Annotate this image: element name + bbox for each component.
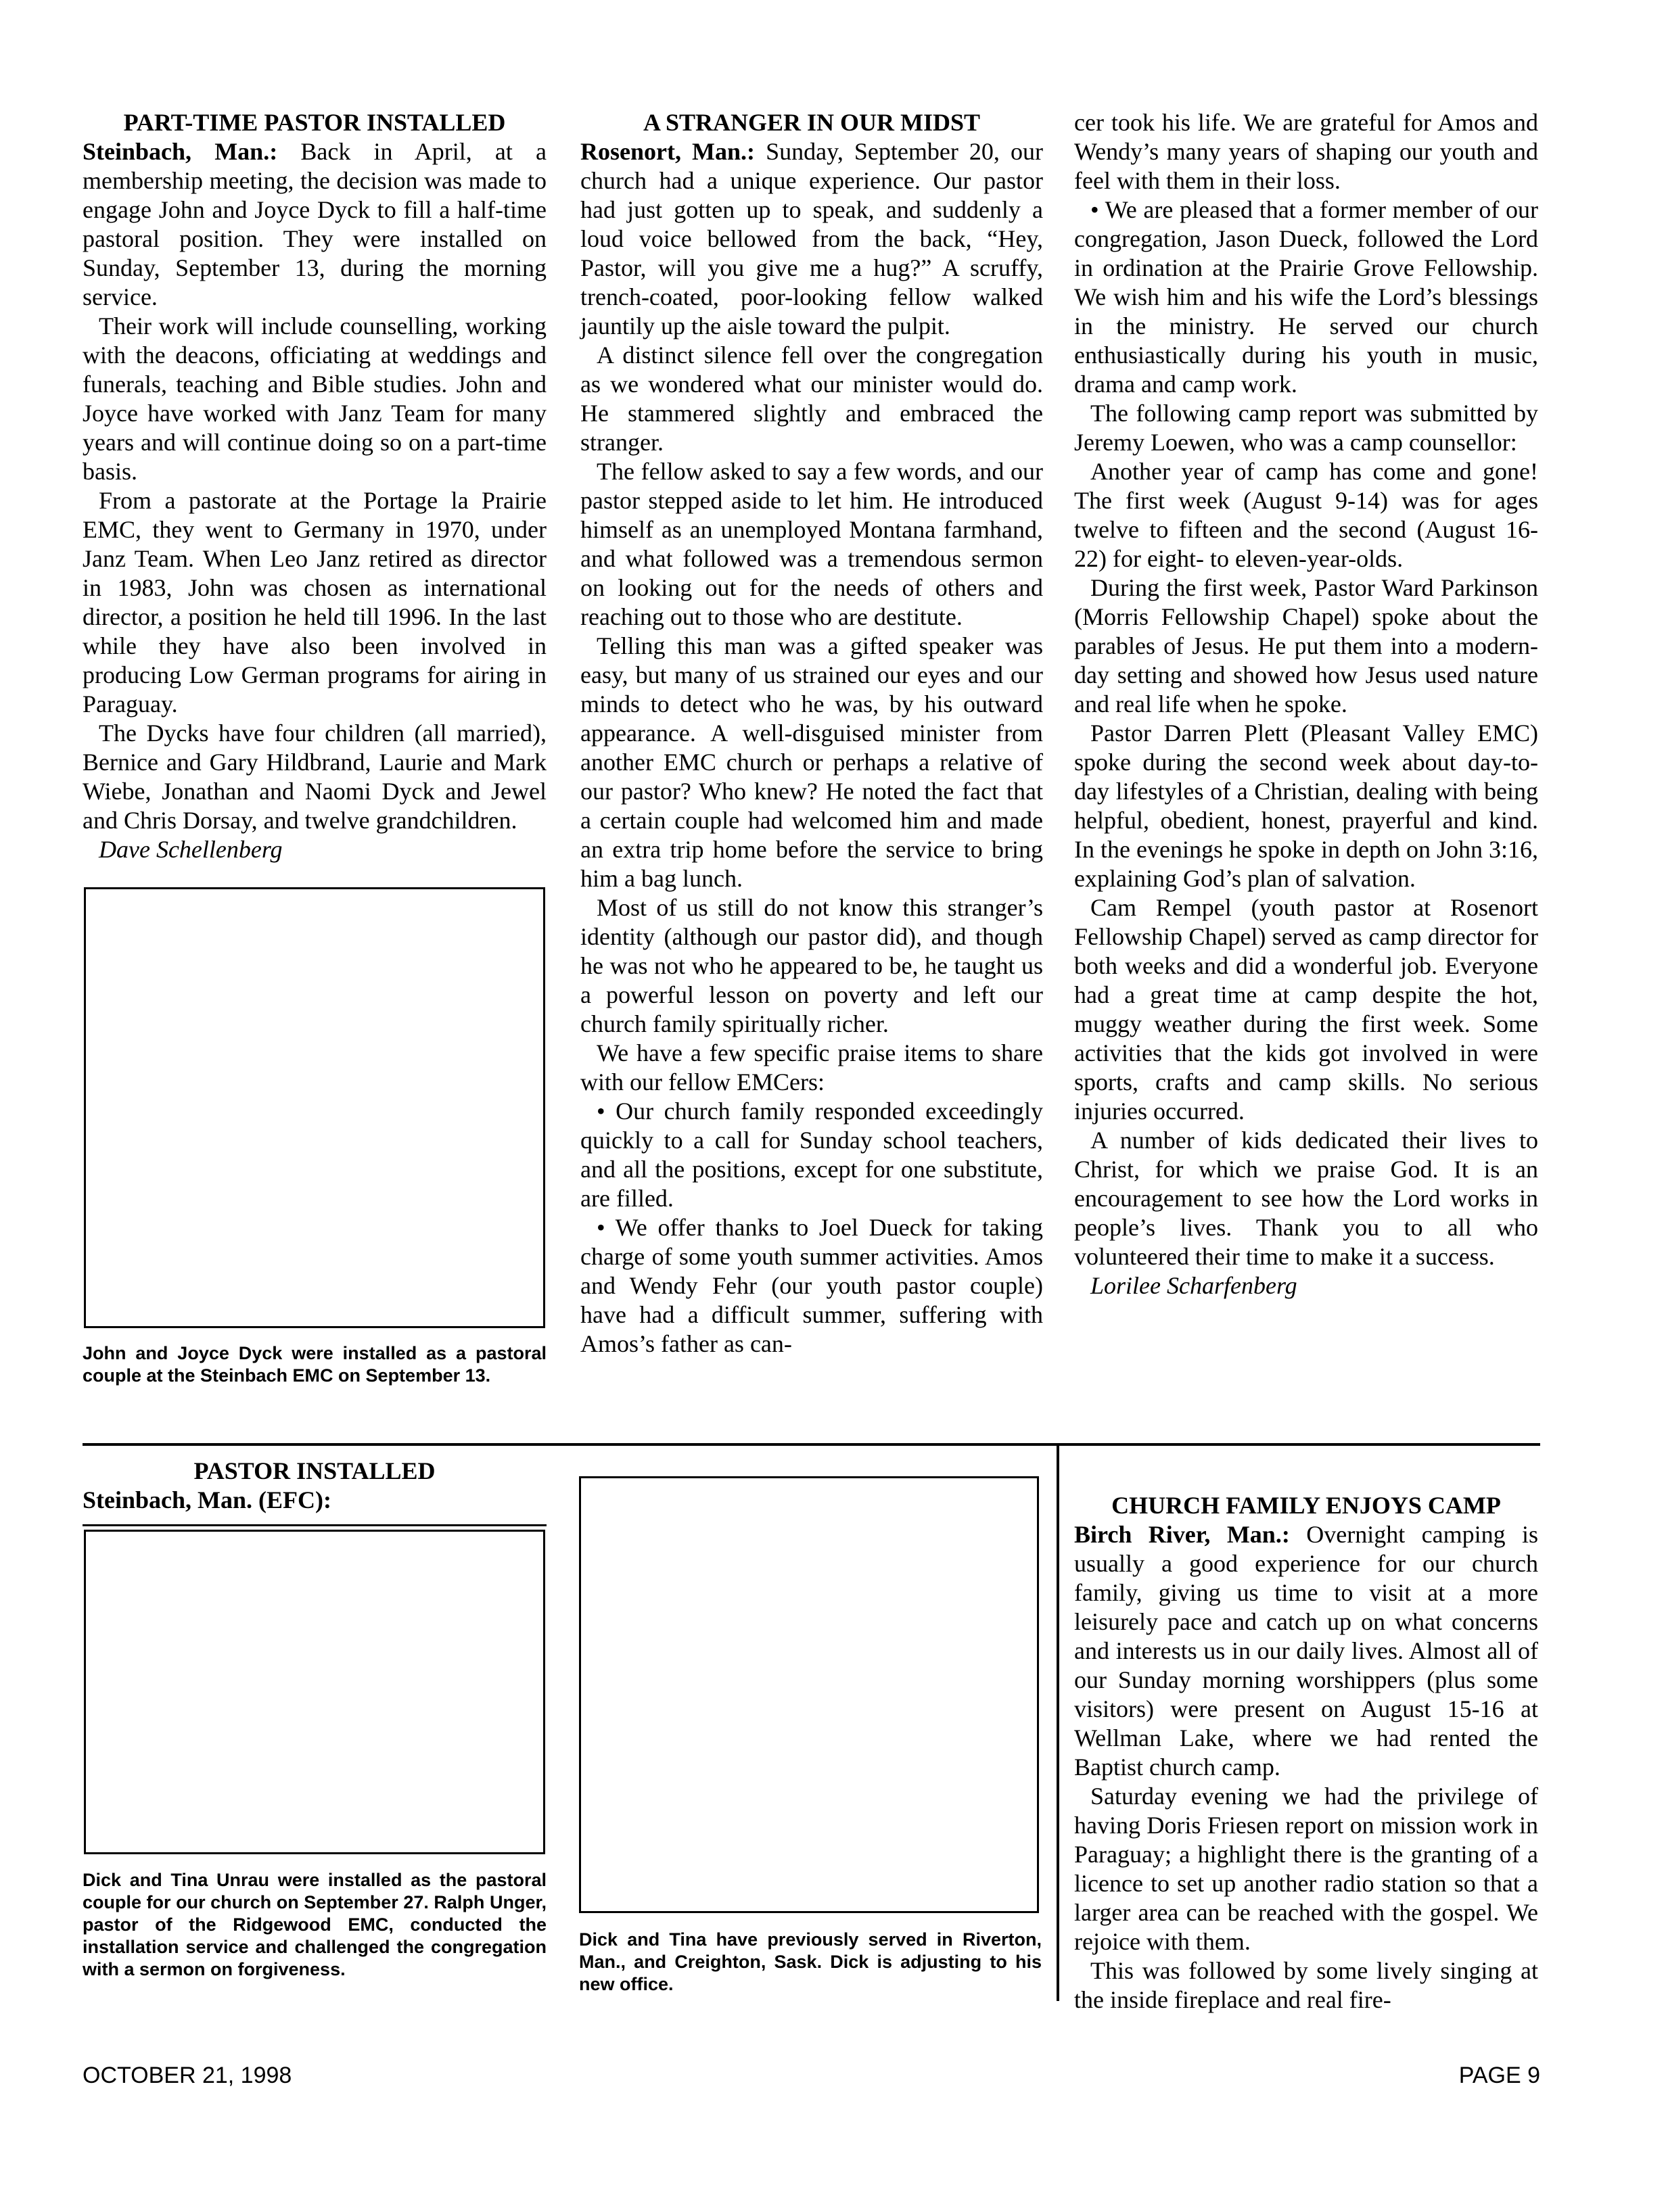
- dateline: Steinbach, Man.:: [83, 138, 278, 165]
- paragraph: A distinct silence fell over the congregation as we wondered what our minister would do. He stammered slightly and embraced the stranger.: [580, 342, 1043, 456]
- headline: A STRANGER IN OUR MIDST: [643, 109, 981, 136]
- headline: CHURCH FAMILY ENJOYS CAMP: [1111, 1492, 1501, 1519]
- section-divider-horizontal: [83, 1443, 1540, 1446]
- paragraph: During the first week, Pastor Ward Parkinson (Morris Fellowship Chapel) spoke about the parables of Jesus. He put them into a modern-day setting and showed how Jesus used nature and real life when he spoke.: [1074, 574, 1538, 717]
- paragraph: The following camp report was submitted by Jeremy Loewen, who was a camp counsellor:: [1074, 400, 1538, 456]
- page-number: PAGE 9: [1458, 2063, 1540, 2088]
- paragraph: Saturday evening we had the privilege of having Doris Friesen report on mission work in Paraguay; a highlight there is the granting of a licence to set up another radio station so that a larger area can be reached with the gospel. We rejoice with them.: [1074, 1783, 1538, 1955]
- article-church-camp: [1074, 1491, 1538, 2015]
- paragraph: Another year of camp has come and gone! The first week (August 9-14) was for ages twelve to fifteen and the second (August 16-22) for eight- to eleven-year-olds.: [1074, 458, 1538, 572]
- dateline: Rosenort, Man.:: [580, 138, 756, 165]
- paragraph: This was followed by some lively singing at the inside fireplace and real fire-: [1074, 1957, 1538, 2013]
- paragraph: Telling this man was a gifted speaker was easy, but many of us strained our eyes and our minds to detect who he was, by his outward appearance. A well-disguised minister from another EMC church or perhaps a relative of our pastor? Who knew? He noted the fact that a certain couple had welcomed him and made an extra trip home before the service to bring him a bag lunch.: [580, 632, 1043, 892]
- paragraph: Overnight camping is usually a good experience for our church family, giving us time to visit at a more leisurely pace and catch up on what concerns and interests us in our daily lives. Almost all of our Sunday morning worshippers (plus some visitors) were present on August 15-16 at Wellman Lake, where we had rented the Baptist church camp.: [1074, 1521, 1539, 1781]
- article-stranger-column-2: [580, 108, 1043, 1359]
- paragraph: A number of kids dedicated their lives to Christ, for which we praise God. It is an encouragement to see how the Lord works in people’s lives. Thank you to all who volunteered their time to make it a success.: [1074, 1127, 1538, 1270]
- photo-placeholder: [84, 887, 545, 1328]
- paragraph: Cam Rempel (youth pastor at Rosenort Fellowship Chapel) served as camp director for both weeks and did a wonderful job. Everyone had a great time at camp despite the hot, muggy weather during the first week. Some activities that the kids got involved in were sports, crafts and camp skills. No serious injuries occurred.: [1074, 894, 1538, 1125]
- paragraph: The Dycks have four children (all married), Bernice and Gary Hildbrand, Laurie and Mark Wiebe, Jonathan and Naomi Dyck and Jewel and Chris Dorsay, and twelve grandchildren.: [83, 720, 547, 834]
- photo-placeholder: [579, 1476, 1039, 1913]
- paragraph: Pastor Darren Plett (Pleasant Valley EMC) spoke during the second week about day-to-day lifestyles of a Christian, dealing with being helpful, obedient, honest, prayerful and kind. In the evenings he spoke in depth on John 3:16, explaining God’s plan of salvation.: [1074, 720, 1538, 892]
- byline: Dave Schellenberg: [99, 836, 283, 863]
- article-part-time-pastor: [83, 108, 547, 864]
- paragraph: The fellow asked to say a few words, and our pastor stepped aside to let him. He introduced himself as an unemployed Montana farmhand, and what followed was a tremendous sermon on looking out for the needs of others and reaching out to those who are destitute.: [580, 458, 1043, 630]
- photo-caption: Dick and Tina Unrau were installed as the pastoral couple for our church on September 27. Ralph Unger, pastor of the Ridgewood EMC, conducted the installation service and challenged the congregation with a sermon on forgiveness.: [83, 1870, 547, 1979]
- paragraph: • Our church family responded exceedingly quickly to a call for Sunday school teachers, and all the positions, except for one substitute, are filled.: [580, 1098, 1043, 1212]
- photo-top-line: [83, 1524, 547, 1526]
- article-stranger-column-3: [1074, 108, 1538, 1300]
- issue-date: OCTOBER 21, 1998: [83, 2063, 292, 2088]
- paragraph: Sunday, September 20, our church had a unique experience. Our pastor had just gotten up to speak, and suddenly a loud voice bellowed from the back, “Hey, Pastor, will you give me a hug?” A scruffy, trench-coated, poor-looking fellow walked jauntily up the aisle toward the pulpit.: [580, 138, 1044, 339]
- dateline: Steinbach, Man. (EFC):: [83, 1486, 331, 1513]
- paragraph: Most of us still do not know this stranger’s identity (although our pastor did), and though he was not who he appeared to be, he taught us a powerful lesson on poverty and left our church family spiritually richer.: [580, 894, 1043, 1037]
- paragraph: cer took his life. We are grateful for Amos and Wendy’s many years of shaping our youth and feel with them in their loss.: [1074, 109, 1538, 194]
- dateline: Birch River, Man.:: [1074, 1521, 1290, 1548]
- paragraph: • We are pleased that a former member of our congregation, Jason Dueck, followed the Lord in ordination at the Prairie Grove Fellowship. We wish him and his wife the Lord’s blessings in the ministry. He served our church enthusiastically during his youth in music, drama and camp work.: [1074, 196, 1538, 398]
- byline: Lorilee Scharfenberg: [1090, 1272, 1297, 1299]
- paragraph: We have a few specific praise items to share with our fellow EMCers:: [580, 1039, 1043, 1096]
- section-divider-vertical: [1057, 1443, 1059, 2001]
- paragraph: From a pastorate at the Portage la Prairie EMC, they went to Germany in 1970, under Janz Team. When Leo Janz retired as director in 1983, John was chosen as international director, a position he held till 1996. In the last while they have also been involved in producing Low German programs for airing in Paraguay.: [83, 487, 547, 717]
- paragraph: • We offer thanks to Joel Dueck for taking charge of some youth summer activities. Amos and Wendy Fehr (our youth pastor couple) have had a difficult summer, suffering with Amos’s father as can-: [580, 1214, 1043, 1357]
- article-pastor-installed: [83, 1457, 547, 1515]
- paragraph: Their work will include counselling, working with the deacons, officiating at weddings and funerals, teaching and Bible studies. John and Joyce have worked with Janz Team for many years and will continue doing so on a part-time basis.: [83, 312, 547, 485]
- headline: PART-TIME PASTOR INSTALLED: [123, 109, 506, 136]
- photo-placeholder: [84, 1530, 545, 1854]
- photo-caption: Dick and Tina have previously served in Riverton, Man., and Creighton, Sask. Dick is adjusting to his new office.: [579, 1929, 1042, 1994]
- paragraph: Back in April, at a membership meeting, the decision was made to engage John and Joyce Dyck to fill a half-time pastoral position. They were installed on Sunday, September 13, during the morning service.: [83, 138, 547, 310]
- headline: PASTOR INSTALLED: [193, 1457, 436, 1484]
- photo-caption: John and Joyce Dyck were installed as a pastoral couple at the Steinbach EMC on September 13.: [83, 1343, 547, 1386]
